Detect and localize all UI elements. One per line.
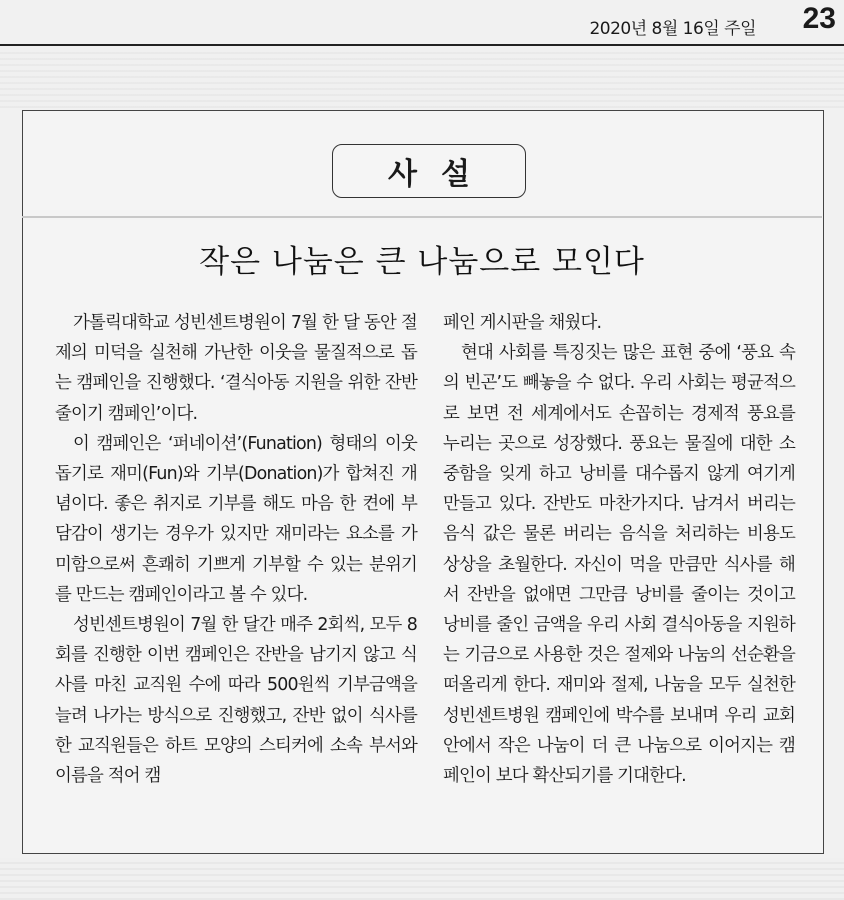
left-column [55, 308, 417, 791]
paragraph: 가톨릭대학교 성빈센트병원이 7월 한 달 동안 절제의 미덕을 실천해 가난한 이웃을 물질적으로 돕는 캠페인을 진행했다. ‘결식아동 지원을 위한 잔반 줄이기 캠페인’이다. [55, 313, 417, 424]
page-number: 23 [802, 2, 836, 35]
paper-texture [0, 48, 844, 108]
paper-texture-bottom [0, 858, 844, 900]
paragraph: 이 캠페인은 ‘퍼네이션’(Funation) 형태의 이웃돕기로 재미(Fun)와 기부(Donation)가 합쳐진 개념이다. 좋은 취지로 기부를 해도 마음 한 켠에 부담감이 생기는 경우가 있지만 재미라는 요소를 가미함으로써 흔쾌히 기쁘게 기부할 수 있는 분위기를 만드는 캠페인이라고 볼 수 있다. [55, 433, 417, 605]
page-header [0, 0, 844, 46]
paragraph: 성빈센트병원이 7월 한 달간 매주 2회씩, 모두 8회를 진행한 이번 캠페인은 잔반을 남기지 않고 식사를 마친 교직원 수에 따라 500원씩 기부금액을 늘려 나가는 방식으로 진행했고, 잔반 없이 식사를 한 교직원들은 하트 모양의 스티커에 소속 부서와 이름을 적어 캠 [55, 615, 417, 787]
fold-line [22, 216, 822, 218]
paragraph: 현대 사회를 특징짓는 많은 표현 중에 ‘풍요 속의 빈곤’도 빼놓을 수 없다. 우리 사회는 평균적으로 보면 전 세계에서도 손꼽히는 경제적 풍요를 누리는 곳으로 성장했다. 풍요는 물질에 대한 소중함을 잊게 하고 낭비를 대수롭지 않게 여기게 만들고 있다. 잔반도 마찬가지다. 남겨서 버리는 음식 값은 물론 버리는 음식을 처리하는 비용도 상상을 초월한다. 자신이 먹을 만큼만 식사를 해서 잔반을 없애면 그만큼 낭비를 줄이는 것이고 낭비를 줄인 금액을 우리 사회 결식아동을 지원하는 기금으로 사용한 것은 절제와 나눔의 선순환을 떠올리게 한다. 재미와 절제, 나눔을 모두 실천한 성빈센트병원 캠페인에 박수를 보내며 우리 교회 안에서 작은 나눔이 더 큰 나눔으로 이어지는 캠페인이 보다 확산되기를 기대한다. [443, 343, 795, 787]
headline: 작은 나눔은 큰 나눔으로 모인다 [199, 244, 645, 280]
right-column [443, 308, 795, 791]
section-label: 사설 [388, 157, 494, 192]
section-label-box [332, 144, 526, 198]
issue-date: 2020년 8월 16일 주일 [589, 19, 756, 39]
paragraph-continued: 페인 게시판을 채웠다. [443, 313, 602, 333]
